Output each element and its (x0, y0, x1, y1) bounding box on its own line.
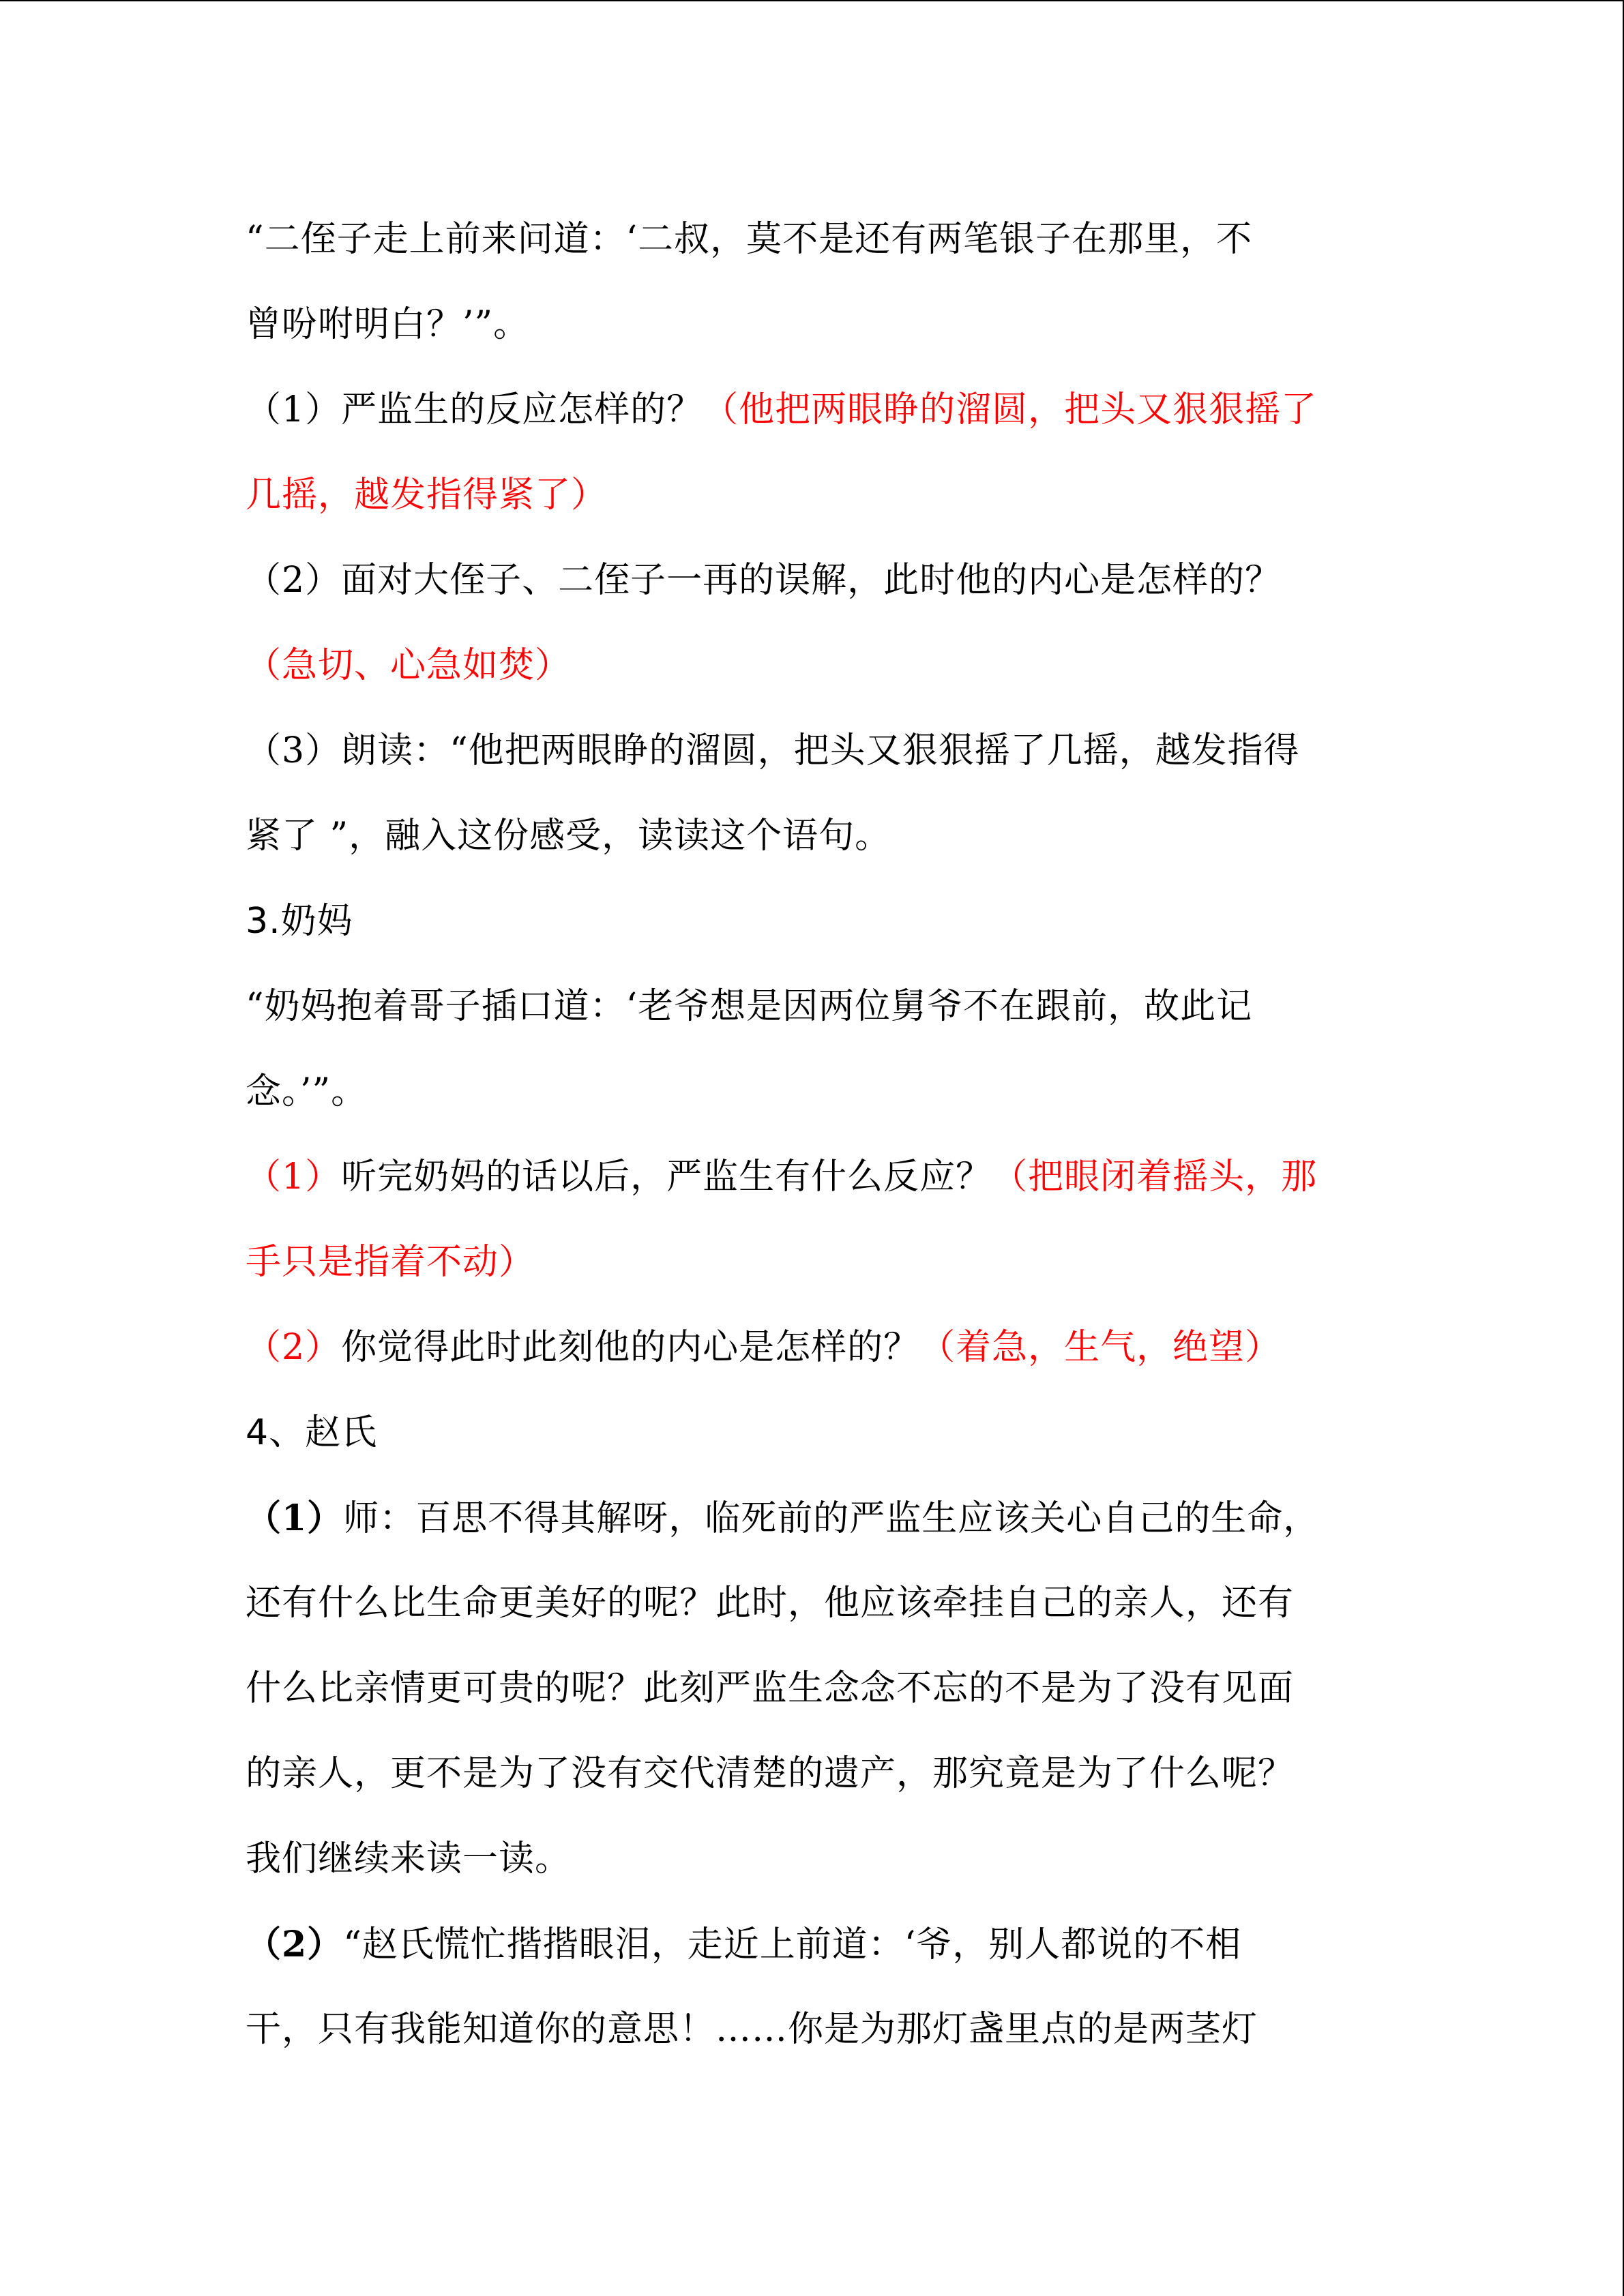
answer-text: 几摇，越发指得紧了） (246, 475, 608, 516)
teacher-line-4 (246, 1731, 1378, 1817)
answer-text: （把眼闭着摇头，那 (992, 1157, 1318, 1197)
question-text: （2）面对大侄子、二侄子一再的误解，此时他的内心是怎样的？ (246, 560, 1282, 601)
question-2-line (246, 1305, 1378, 1390)
answer-text: （着急，生气，绝望） (919, 1327, 1282, 1368)
text-segment: “二侄子走上前来问道：‘二叔，莫不是还有两笔银子在那里，不 (246, 219, 1253, 260)
question-1-line (246, 368, 1378, 453)
text-line-8 (246, 794, 1378, 879)
teacher-line-1 (246, 1476, 1378, 1561)
section-heading-nurse (246, 879, 1378, 964)
answer-continuation-line (246, 1220, 1378, 1305)
question-text: 听完奶妈的话以后，严监生有什么反应？ (341, 1157, 992, 1197)
text-segment: 我们继续来读一读。 (246, 1838, 572, 1879)
text-line-1 (246, 197, 1378, 282)
text-segment: 还有什么比生命更美好的呢？此时，他应该牵挂自己的亲人，还有 (246, 1583, 1295, 1624)
answer-text: （急切、心急如焚） (246, 645, 572, 686)
question-text: （3）朗读：“他把两眼睁的溜圆，把头又狠狠摇了几摇，越发指得 (246, 730, 1300, 771)
section-heading: 3.奶妈 (246, 901, 353, 942)
document-body (246, 197, 1378, 2072)
teacher-line-2 (246, 1561, 1378, 1646)
text-segment: 曾吩咐明白？’”。 (246, 304, 530, 345)
quote-text: 干，只有我能知道你的意思！……你是为那灯盏里点的是两茎灯 (246, 2009, 1258, 2050)
answer-line (246, 623, 1378, 709)
answer-continuation-line (246, 453, 1378, 538)
question-text: 你觉得此时此刻他的内心是怎样的？ (341, 1327, 920, 1368)
quote-continuation-line (246, 1987, 1378, 2072)
section-heading-zhao (246, 1390, 1378, 1476)
text-segment: 紧了 ”，融入这份感受，读读这个语句。 (246, 816, 891, 856)
quote-continuation-line (246, 1049, 1378, 1135)
quote-line-zhao (246, 1902, 1378, 1987)
text-line-2 (246, 282, 1378, 368)
teacher-line-5 (246, 1817, 1378, 1902)
question-number: （1） (246, 1157, 342, 1197)
question-number: （2） (246, 1327, 342, 1368)
text-segment: 师：百思不得其解呀，临死前的严监生应该关心自己的生命， (343, 1498, 1320, 1539)
quote-text: “赵氏慌忙揩揩眼泪，走近上前道：‘爷，别人都说的不相 (343, 1924, 1242, 1965)
quote-text: “奶妈抱着哥子插口道：‘老爷想是因两位舅爷不在跟前，故此记 (246, 986, 1253, 1027)
answer-text: 手只是指着不动） (246, 1242, 535, 1283)
quote-text: 念。’”。 (246, 1071, 368, 1112)
text-segment: 的亲人，更不是为了没有交代清楚的遗产，那究竟是为了什么呢？ (246, 1753, 1295, 1794)
text-segment: 什么比亲情更可贵的呢？此刻严监生念念不忘的不是为了没有见面 (246, 1668, 1295, 1709)
question-3-line (246, 709, 1378, 794)
answer-text: （他把两眼睁的溜圆，把头又狠狠摇了 (703, 389, 1318, 430)
question-2-line (246, 538, 1378, 623)
section-heading: 4、赵氏 (246, 1412, 378, 1453)
question-1-line (246, 1135, 1378, 1220)
teacher-line-3 (246, 1646, 1378, 1731)
question-text: （1）严监生的反应怎样的？ (246, 389, 703, 430)
item-number: （2） (246, 1924, 344, 1965)
quote-line (246, 964, 1378, 1049)
item-number: （1） (246, 1497, 344, 1539)
